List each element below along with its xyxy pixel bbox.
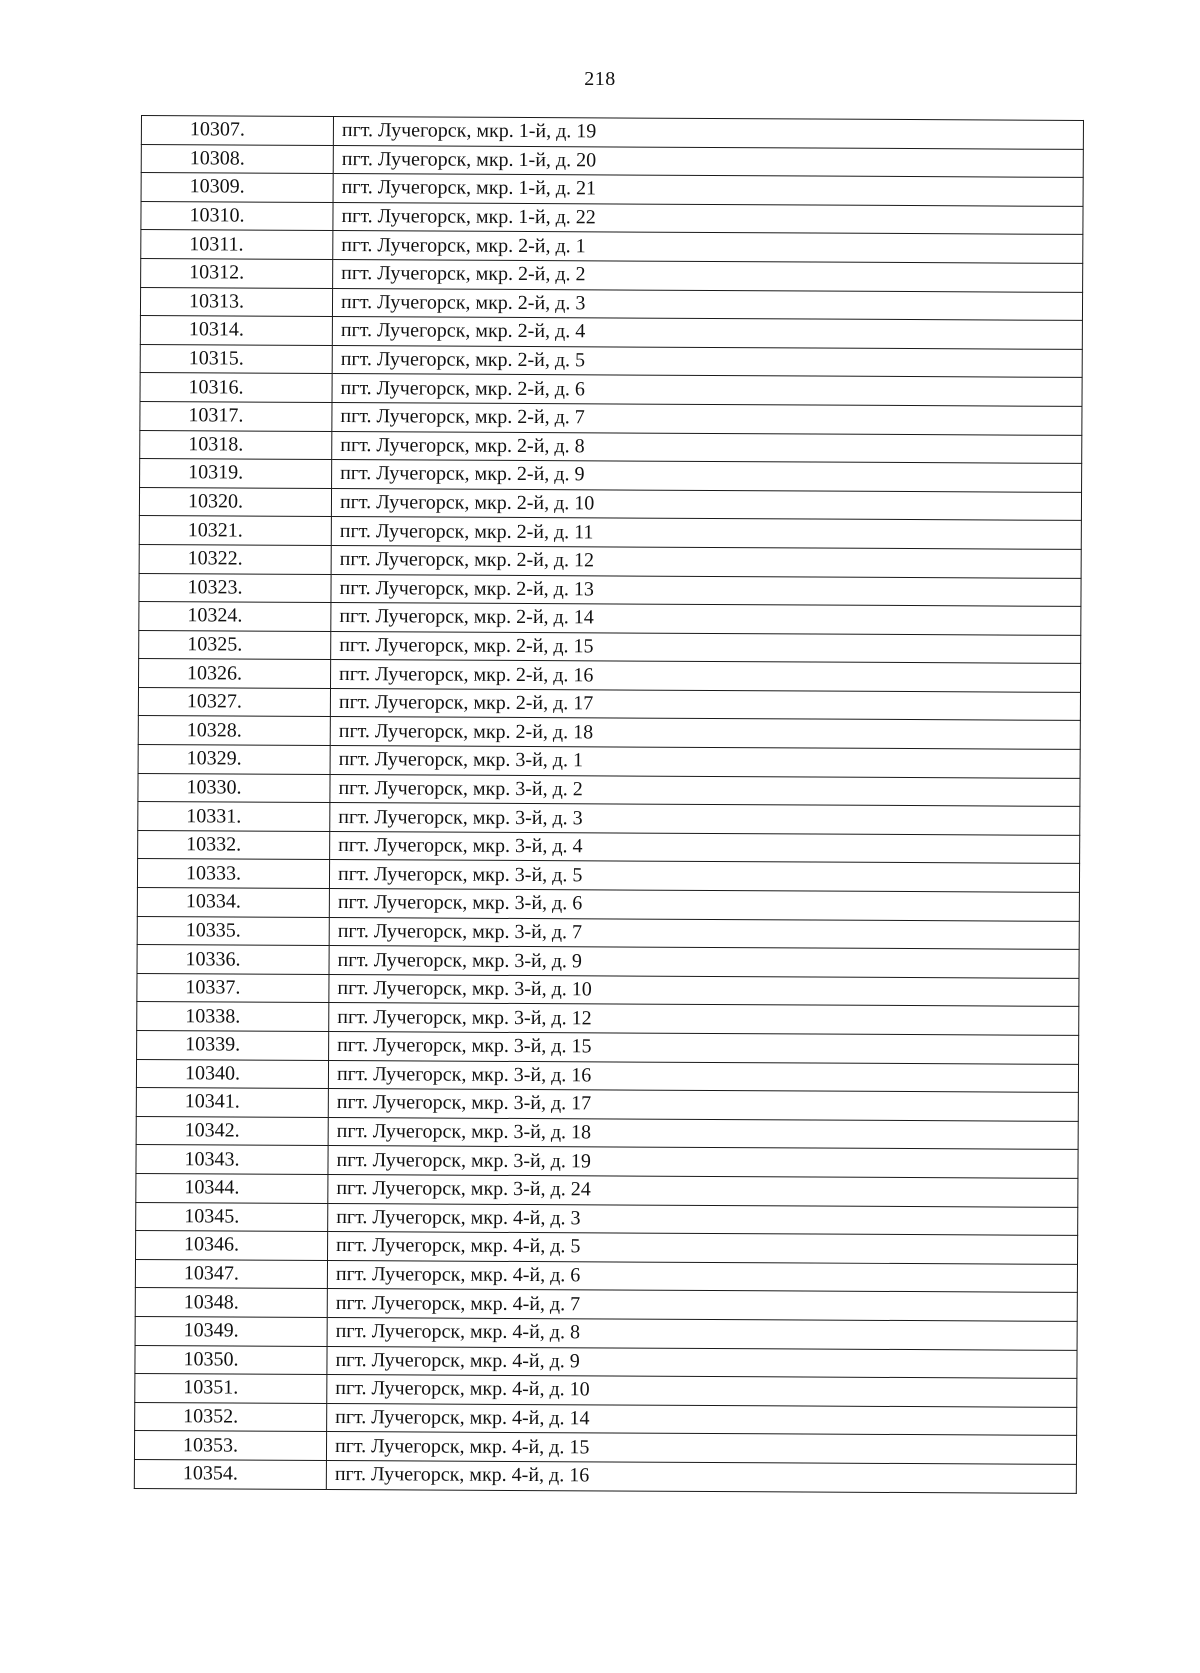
address-cell: пгт. Лучегорск, мкр. 2-й, д. 6 (332, 374, 1082, 407)
row-number-cell: 10316. (140, 373, 332, 403)
row-number-cell: 10319. (140, 459, 332, 489)
row-number-cell: 10354. (134, 1459, 326, 1489)
address-cell: пгт. Лучегорск, мкр. 3-й, д. 12 (329, 1003, 1079, 1036)
row-number-cell: 10350. (135, 1345, 327, 1375)
row-number-cell: 10340. (136, 1059, 328, 1089)
address-cell: пгт. Лучегорск, мкр. 1-й, д. 22 (333, 202, 1083, 235)
row-number-cell: 10326. (139, 659, 331, 689)
address-cell: пгт. Лучегорск, мкр. 3-й, д. 18 (328, 1117, 1078, 1150)
address-cell: пгт. Лучегорск, мкр. 4-й, д. 6 (327, 1260, 1077, 1293)
address-cell: пгт. Лучегорск, мкр. 2-й, д. 9 (332, 460, 1082, 493)
address-cell: пгт. Лучегорск, мкр. 1-й, д. 20 (333, 145, 1083, 178)
row-number-cell: 10328. (138, 716, 330, 746)
address-cell: пгт. Лучегорск, мкр. 2-й, д. 13 (331, 574, 1081, 607)
row-number-cell: 10341. (136, 1088, 328, 1118)
row-number-cell: 10321. (139, 516, 331, 546)
row-number-cell: 10317. (140, 401, 332, 431)
row-number-cell: 10314. (140, 316, 332, 346)
row-number-cell: 10334. (137, 888, 329, 918)
row-number-cell: 10332. (138, 830, 330, 860)
address-cell: пгт. Лучегорск, мкр. 3-й, д. 10 (329, 974, 1079, 1007)
row-number-cell: 10333. (137, 859, 329, 889)
address-cell: пгт. Лучегорск, мкр. 4-й, д. 14 (327, 1403, 1077, 1436)
address-cell: пгт. Лучегорск, мкр. 4-й, д. 5 (328, 1232, 1078, 1265)
address-cell: пгт. Лучегорск, мкр. 2-й, д. 4 (332, 317, 1082, 350)
address-cell: пгт. Лучегорск, мкр. 2-й, д. 11 (331, 517, 1081, 550)
address-cell: пгт. Лучегорск, мкр. 3-й, д. 19 (328, 1146, 1078, 1179)
row-number-cell: 10335. (137, 916, 329, 946)
address-cell: пгт. Лучегорск, мкр. 4-й, д. 15 (326, 1432, 1076, 1465)
row-number-cell: 10338. (137, 1002, 329, 1032)
address-cell: пгт. Лучегорск, мкр. 3-й, д. 4 (330, 831, 1080, 864)
address-cell: пгт. Лучегорск, мкр. 3-й, д. 24 (328, 1174, 1078, 1207)
address-cell: пгт. Лучегорск, мкр. 1-й, д. 21 (333, 174, 1083, 207)
address-cell: пгт. Лучегорск, мкр. 4-й, д. 7 (327, 1289, 1077, 1322)
row-number-cell: 10318. (140, 430, 332, 460)
address-cell: пгт. Лучегорск, мкр. 4-й, д. 3 (328, 1203, 1078, 1236)
row-number-cell: 10324. (139, 602, 331, 632)
row-number-cell: 10327. (138, 687, 330, 717)
address-cell: пгт. Лучегорск, мкр. 3-й, д. 6 (329, 889, 1079, 922)
address-cell: пгт. Лучегорск, мкр. 2-й, д. 16 (331, 660, 1081, 693)
register-table-wrapper (134, 115, 1083, 1493)
table-row (134, 1459, 1076, 1493)
address-cell: пгт. Лучегорск, мкр. 2-й, д. 17 (330, 688, 1080, 721)
row-number-cell: 10342. (136, 1116, 328, 1146)
address-cell: пгт. Лучегорск, мкр. 2-й, д. 3 (332, 288, 1082, 321)
row-number-cell: 10325. (139, 630, 331, 660)
row-number-cell: 10346. (136, 1231, 328, 1261)
row-number-cell: 10348. (135, 1288, 327, 1318)
row-number-cell: 10308. (141, 144, 333, 174)
address-cell: пгт. Лучегорск, мкр. 3-й, д. 7 (329, 917, 1079, 950)
address-cell: пгт. Лучегорск, мкр. 2-й, д. 10 (331, 488, 1081, 521)
address-cell: пгт. Лучегорск, мкр. 3-й, д. 5 (329, 860, 1079, 893)
address-cell: пгт. Лучегорск, мкр. 3-й, д. 16 (328, 1060, 1078, 1093)
row-number-cell: 10339. (137, 1030, 329, 1060)
address-cell: пгт. Лучегорск, мкр. 3-й, д. 1 (330, 746, 1080, 779)
row-number-cell: 10310. (141, 201, 333, 231)
row-number-cell: 10312. (141, 258, 333, 288)
address-cell: пгт. Лучегорск, мкр. 4-й, д. 10 (327, 1375, 1077, 1408)
address-register-table (134, 115, 1084, 1493)
row-number-cell: 10309. (141, 173, 333, 203)
row-number-cell: 10313. (140, 287, 332, 317)
address-cell: пгт. Лучегорск, мкр. 3-й, д. 15 (329, 1031, 1079, 1064)
row-number-cell: 10322. (139, 544, 331, 574)
row-number-cell: 10329. (138, 745, 330, 775)
address-cell: пгт. Лучегорск, мкр. 4-й, д. 9 (327, 1346, 1077, 1379)
row-number-cell: 10331. (138, 802, 330, 832)
row-number-cell: 10315. (140, 344, 332, 374)
register-table-body (134, 116, 1083, 1493)
address-cell: пгт. Лучегорск, мкр. 2-й, д. 18 (330, 717, 1080, 750)
address-cell: пгт. Лучегорск, мкр. 2-й, д. 14 (331, 603, 1081, 636)
address-cell: пгт. Лучегорск, мкр. 2-й, д. 5 (332, 345, 1082, 378)
row-number-cell: 10337. (137, 973, 329, 1003)
address-cell: пгт. Лучегорск, мкр. 2-й, д. 7 (332, 402, 1082, 435)
row-number-cell: 10343. (136, 1145, 328, 1175)
address-cell: пгт. Лучегорск, мкр. 4-й, д. 8 (327, 1317, 1077, 1350)
row-number-cell: 10323. (139, 573, 331, 603)
row-number-cell: 10336. (137, 945, 329, 975)
row-number-cell: 10347. (135, 1259, 327, 1289)
row-number-cell: 10307. (141, 116, 333, 146)
row-number-cell: 10344. (136, 1173, 328, 1203)
page-number: 218 (584, 68, 616, 90)
address-cell: пгт. Лучегорск, мкр. 4-й, д. 16 (326, 1460, 1076, 1493)
address-cell: пгт. Лучегорск, мкр. 3-й, д. 9 (329, 946, 1079, 979)
row-number-cell: 10320. (139, 487, 331, 517)
row-number-cell: 10351. (135, 1374, 327, 1404)
row-number-cell: 10352. (135, 1402, 327, 1432)
row-number-cell: 10345. (136, 1202, 328, 1232)
row-number-cell: 10349. (135, 1316, 327, 1346)
address-cell: пгт. Лучегорск, мкр. 2-й, д. 2 (333, 259, 1083, 292)
address-cell: пгт. Лучегорск, мкр. 2-й, д. 15 (331, 631, 1081, 664)
address-cell: пгт. Лучегорск, мкр. 1-й, д. 19 (333, 117, 1083, 150)
row-number-cell: 10311. (141, 230, 333, 260)
row-number-cell: 10353. (134, 1431, 326, 1461)
address-cell: пгт. Лучегорск, мкр. 3-й, д. 17 (328, 1089, 1078, 1122)
address-cell: пгт. Лучегорск, мкр. 2-й, д. 8 (332, 431, 1082, 464)
address-cell: пгт. Лучегорск, мкр. 2-й, д. 12 (331, 545, 1081, 578)
address-cell: пгт. Лучегорск, мкр. 3-й, д. 3 (330, 803, 1080, 836)
address-cell: пгт. Лучегорск, мкр. 3-й, д. 2 (330, 774, 1080, 807)
row-number-cell: 10330. (138, 773, 330, 803)
address-cell: пгт. Лучегорск, мкр. 2-й, д. 1 (333, 231, 1083, 264)
